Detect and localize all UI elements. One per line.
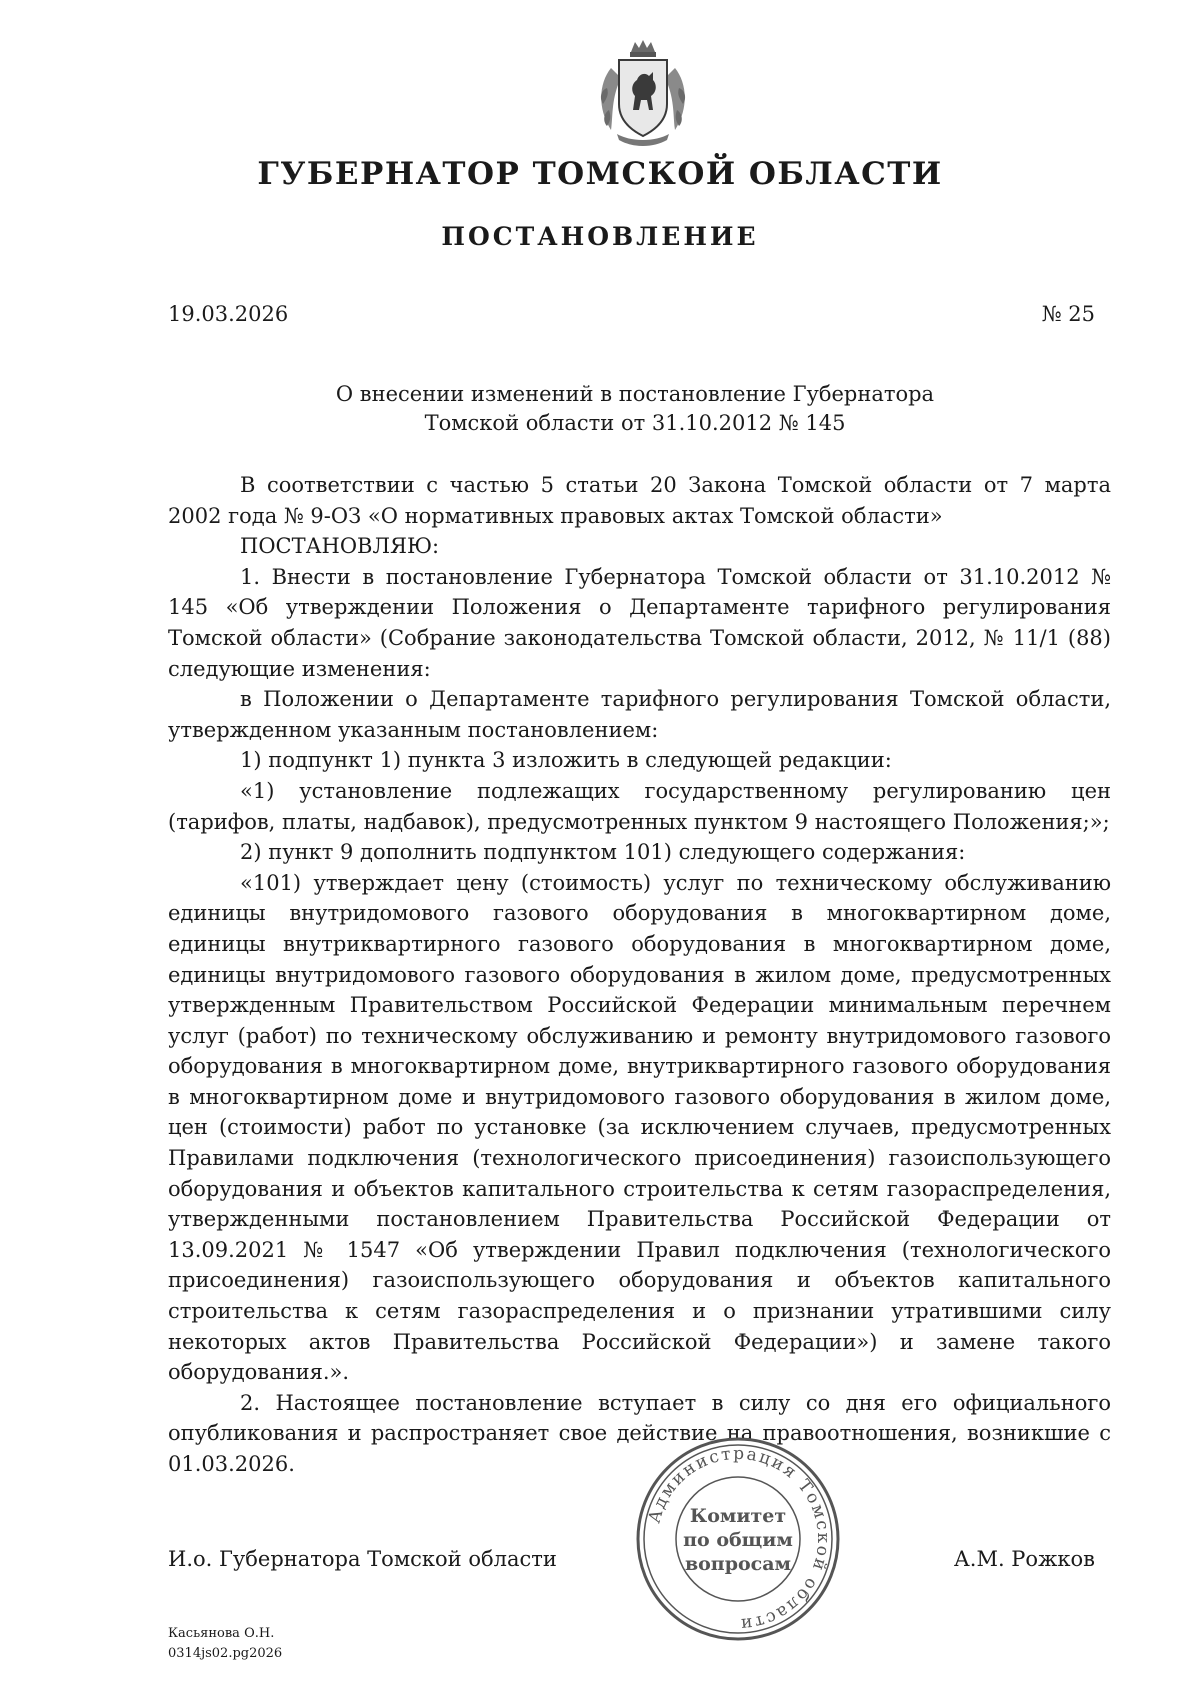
official-seal-stamp [633, 1434, 843, 1644]
seal-center-line: по общим [683, 1529, 793, 1551]
document-body [168, 470, 1111, 1480]
subject-line: О внесении изменений в постановление Губернатора [335, 382, 935, 406]
file-code: 0314js02.pg2026 [168, 1646, 283, 1661]
body-paragraph: «101) утверждает цену (стоимость) услуг по техническому обслуживанию единицы внутридомового газового оборудования в многоквартирном доме, единицы внутриквартирного газового оборудования в многоквартирном доме, единицы внутридомового газового оборудования в жилом доме, предусмотренных утвержденным Правительством Российской Федерации минимальным перечнем услуг (работ) по техническому обслуживанию и ремонту внутридомового газового оборудования в многоквартирном доме, внутриквартирного газового оборудования в многоквартирном доме и внутридомового газового оборудования в жилом доме, цен (стоимости) работ по установке (за исключением случаев, предусмотренных Правилами подключения (технологического присоединения) газоиспользующего оборудования и объектов капитального строительства к сетям газораспределения, утвержденными постановлением Правительства Российской Федерации от 13.09.2021 № 1547 «Об утверждении Правил подключения (технологического присоединения) газоиспользующего оборудования и объектов капитального строительства к сетям газораспределения и о признании утратившими силу некоторых актов Правительства Российской Федерации») и замене такого оборудования.». [168, 870, 1111, 1385]
signatory-position: И.о. Губернатора Томской области [168, 1547, 557, 1571]
body-paragraph: ПОСТАНОВЛЯЮ: [240, 534, 440, 559]
body-paragraph: 2) пункт 9 дополнить подпунктом 101) следующего содержания: [240, 840, 966, 865]
body-paragraph: 1) подпункт 1) пункта 3 изложить в следующей редакции: [240, 748, 892, 773]
document-footer [168, 1624, 282, 1664]
document-type-heading: ПОСТАНОВЛЕНИЕ [441, 222, 759, 251]
authority-heading: ГУБЕРНАТОР ТОМСКОЙ ОБЛАСТИ [257, 156, 943, 192]
document-date: 19.03.2026 [168, 302, 289, 326]
body-paragraph: «1) установление подлежащих государственному регулированию цен (тарифов, платы, надбавок), предусмотренных пунктом 9 настоящего Положения;»; [168, 778, 1111, 834]
body-paragraph: в Положении о Департаменте тарифного регулирования Томской области, утвержденном указанным постановлением: [168, 687, 1111, 742]
tomsk-coat-of-arms-icon [587, 38, 699, 150]
subject-line: Томской области от 31.10.2012 № 145 [424, 411, 846, 435]
document-subject [250, 380, 1020, 438]
signatory-name: А.М. Рожков [953, 1547, 1095, 1571]
body-paragraph: 1. Внести в постановление Губернатора Томской области от 31.10.2012 № 145 «Об утверждении Положения о Департаменте тарифного регулирования Томской области» (Собрание законодательства Томской области, 2012, № 11/1 (88) следующие изменения: [168, 564, 1111, 681]
seal-center-line: вопросам [684, 1553, 792, 1575]
seal-ring-text: Администрация Томской области [644, 1443, 834, 1635]
document-number: № 25 [1041, 302, 1095, 326]
body-paragraph: В соответствии с частью 5 статьи 20 Закона Томской области от 7 марта 2002 года № 9-ОЗ «О нормативных правовых актах Томской области» [168, 473, 1111, 528]
executor-name: Касьянова О.Н. [168, 1626, 275, 1641]
seal-center-line: Комитет [689, 1505, 787, 1527]
body-paragraph: 2. Настоящее постановление вступает в силу со дня его официального опубликования и распространяет свое действие на правоотношения, возникшие с 01.03.2026. [168, 1390, 1111, 1476]
